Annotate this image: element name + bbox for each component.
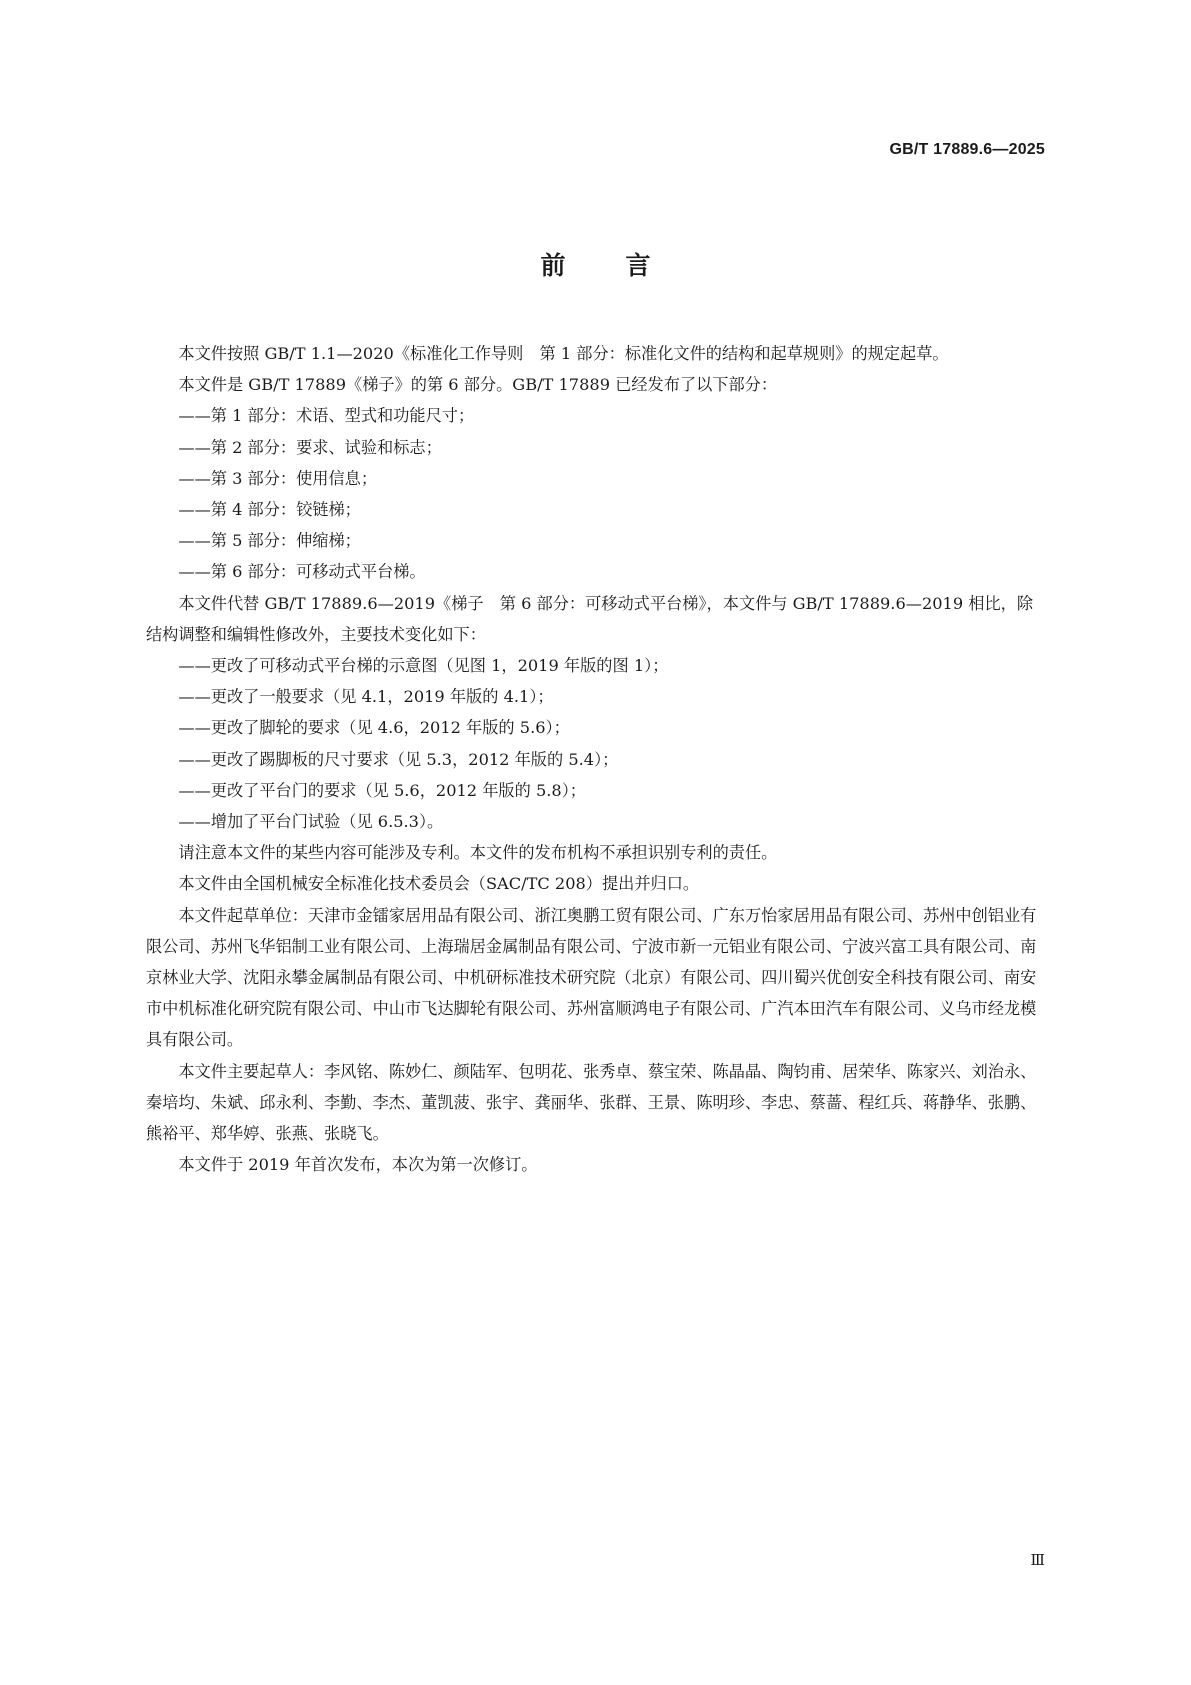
paragraph-drafting-units: 本文件起草单位：天津市金镭家居用品有限公司、浙江奥鹏工贸有限公司、广东万怡家居用品有限公司、苏州中创铝业有限公司、苏州飞华铝制工业有限公司、上海瑞居金属制品有限公司、宁波市新一元铝业有限公司、宁波兴富工具有限公司、南京林业大学、沈阳永攀金属制品有限公司、中机研标准技术研究院（北京）有限公司、四川蜀兴优创安全科技有限公司、南安市中机标准化研究院有限公司、中山市飞达脚轮有限公司、苏州富顺鸿电子有限公司、广汽本田汽车有限公司、义乌市经龙模具有限公司。 bbox=[146, 905, 1037, 1050]
paragraph-series-intro: 本文件是 GB/T 17889《梯子》的第 6 部分。GB/T 17889 已经发布了以下部分： bbox=[178, 375, 778, 395]
title-char-2: 言 bbox=[625, 251, 651, 280]
list-item-part-1: ——第 1 部分：术语、型式和功能尺寸； bbox=[178, 406, 475, 426]
paragraph-patent-notice: 请注意本文件的某些内容可能涉及专利。本文件的发布机构不承担识别专利的责任。 bbox=[178, 843, 778, 863]
list-item-change-4: ——更改了踢脚板的尺寸要求（见 5.3，2012 年版的 5.4）； bbox=[178, 749, 619, 769]
list-item-part-6: ——第 6 部分：可移动式平台梯。 bbox=[178, 562, 426, 582]
list-item-change-6: ——增加了平台门试验（见 6.5.3）。 bbox=[178, 812, 444, 832]
foreword-body bbox=[146, 338, 1046, 1180]
list-item-part-4: ——第 4 部分：铰链梯； bbox=[178, 500, 361, 520]
paragraph-drafting-rules: 本文件按照 GB/T 1.1—2020《标准化工作导则 第 1 部分：标准化文件的结构和起草规则》的规定起草。 bbox=[178, 344, 949, 363]
list-item-part-2: ——第 2 部分：要求、试验和标志； bbox=[178, 437, 442, 457]
list-item-part-3: ——第 3 部分：使用信息； bbox=[178, 468, 378, 488]
page-title bbox=[0, 246, 1191, 282]
paragraph-drafters: 本文件主要起草人：李风铭、陈妙仁、颜陆军、包明花、张秀卓、蔡宝荣、陈晶晶、陶钧甫、居荣华、陈家兴、刘治永、秦培均、朱斌、邱永利、李勤、李杰、董凯菠、张宇、龚丽华、张群、王景、陈明珍、李忠、蔡蔷、程红兵、蒋静华、张鹏、熊裕平、郑华婷、张燕、张晓飞。 bbox=[146, 1061, 1037, 1144]
list-item-change-3: ——更改了脚轮的要求（见 4.6，2012 年版的 5.6）； bbox=[178, 718, 570, 738]
standard-number: GB/T 17889.6—2025 bbox=[889, 141, 1045, 158]
list-item-change-1: ——更改了可移动式平台梯的示意图（见图 1，2019 年版的图 1）； bbox=[178, 656, 669, 676]
paragraph-replacement: 本文件代替 GB/T 17889.6—2019《梯子 第 6 部分：可移动式平台梯》，本文件与 GB/T 17889.6—2019 相比，除结构调整和编辑性修改外，主要技术变化如下： bbox=[146, 593, 1034, 644]
paragraph-history: 本文件于 2019 年首次发布，本次为第一次修订。 bbox=[178, 1155, 538, 1175]
title-char-1: 前 bbox=[540, 251, 566, 280]
paragraph-committee: 本文件由全国机械安全标准化技术委员会（SAC/TC 208）提出并归口。 bbox=[178, 874, 700, 894]
page-number: Ⅲ bbox=[1030, 1551, 1045, 1569]
list-item-change-5: ——更改了平台门的要求（见 5.6，2012 年版的 5.8）； bbox=[178, 780, 586, 800]
list-item-change-2: ——更改了一般要求（见 4.1，2019 年版的 4.1）； bbox=[178, 687, 554, 707]
list-item-part-5: ——第 5 部分：伸缩梯； bbox=[178, 531, 361, 551]
